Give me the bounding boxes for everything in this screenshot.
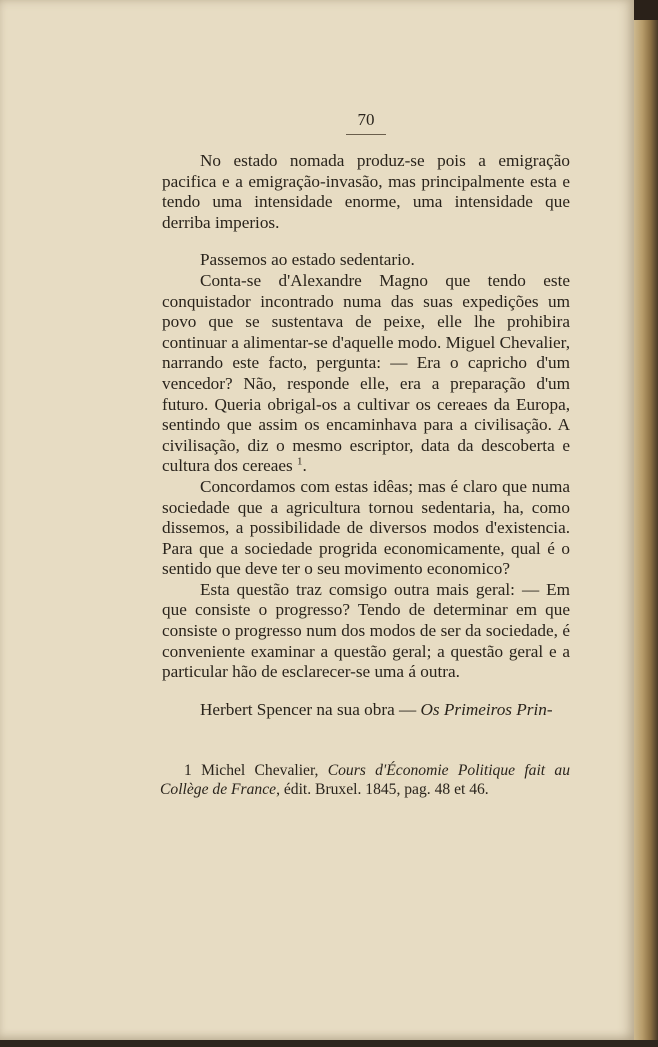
paragraph-gap [162, 683, 570, 700]
book-spine-edge [634, 0, 658, 1047]
paragraph-sedentary-state: Passemos ao estado sedentario. [200, 250, 415, 270]
paragraph-alexander-text: Conta-se d'Alexandre Magno que tendo este conquistador incontrado numa das suas expedições um povo que se sustentava de peixe, elle lhe prohibira continuar a alimentar-se d'aquelle modo. Miguel Chevalier, narrando este facto, pergunta: — Era o capricho d'um vencedor? Não, responde elle, era a preparação d'um futuro. Queria obrigal-os a cultivar os cereaes da Europa, sentindo que assim os encaminhava para a civilisação. A civilisação, diz o mesmo escriptor, data da descoberta e cultura dos cereaes [162, 270, 570, 476]
book-spine-top-band [634, 0, 658, 20]
paragraph-alexander-end: . [302, 456, 307, 476]
footnote-work-title: Cours d'Économie Politique fait au Collège de France [160, 762, 570, 799]
footnote-reference-marker: 1 [297, 455, 303, 468]
page-number: 70 [357, 110, 375, 129]
paragraph-gap [162, 233, 570, 250]
footnote-author: Michel Chevalier, [201, 762, 328, 780]
paragraph-alexander [162, 271, 570, 477]
book-title-italic: Os Primeiros Prin- [420, 699, 553, 719]
paragraph-nomadic-emigration: No estado nomada produz-se pois a emigração pacifica e a emigração-invasão, mas principalmente esta e tendo uma intensidade enorme, uma intensidade que derriba imperios. [162, 151, 570, 232]
footnote [160, 761, 570, 799]
page-content [162, 108, 570, 799]
footnote-details: , édit. Bruxel. 1845, pag. 48 et 46. [276, 781, 489, 799]
paragraph-herbert-spencer [162, 700, 570, 721]
paragraph-agreement: Concordamos com estas idêas; mas é claro que numa sociedade que a agricultura tornou sedentaria, ha, como dissemos, a possibilidade de diversos modos d'existencia. Para que a sociedade progrida economicamente, qual é o sentido que deve ter o seu movimento economico? [162, 476, 570, 579]
paragraph-herbert-spencer-text: Herbert Spencer na sua obra — [200, 699, 421, 719]
footnote-marker: 1 [184, 762, 192, 780]
page-number-rule [346, 134, 386, 135]
paragraph-progress-question: Esta questão traz comsigo outra mais geral: — Em que consiste o progresso? Tendo de determinar em que consiste o progresso num dos modos de ser da sociedade, é conveniente examinar a questão geral; a questão geral e a particular hão de esclarecer-se uma á outra. [162, 579, 570, 682]
footnote-block [162, 761, 570, 799]
page-bottom-edge [0, 1040, 658, 1047]
